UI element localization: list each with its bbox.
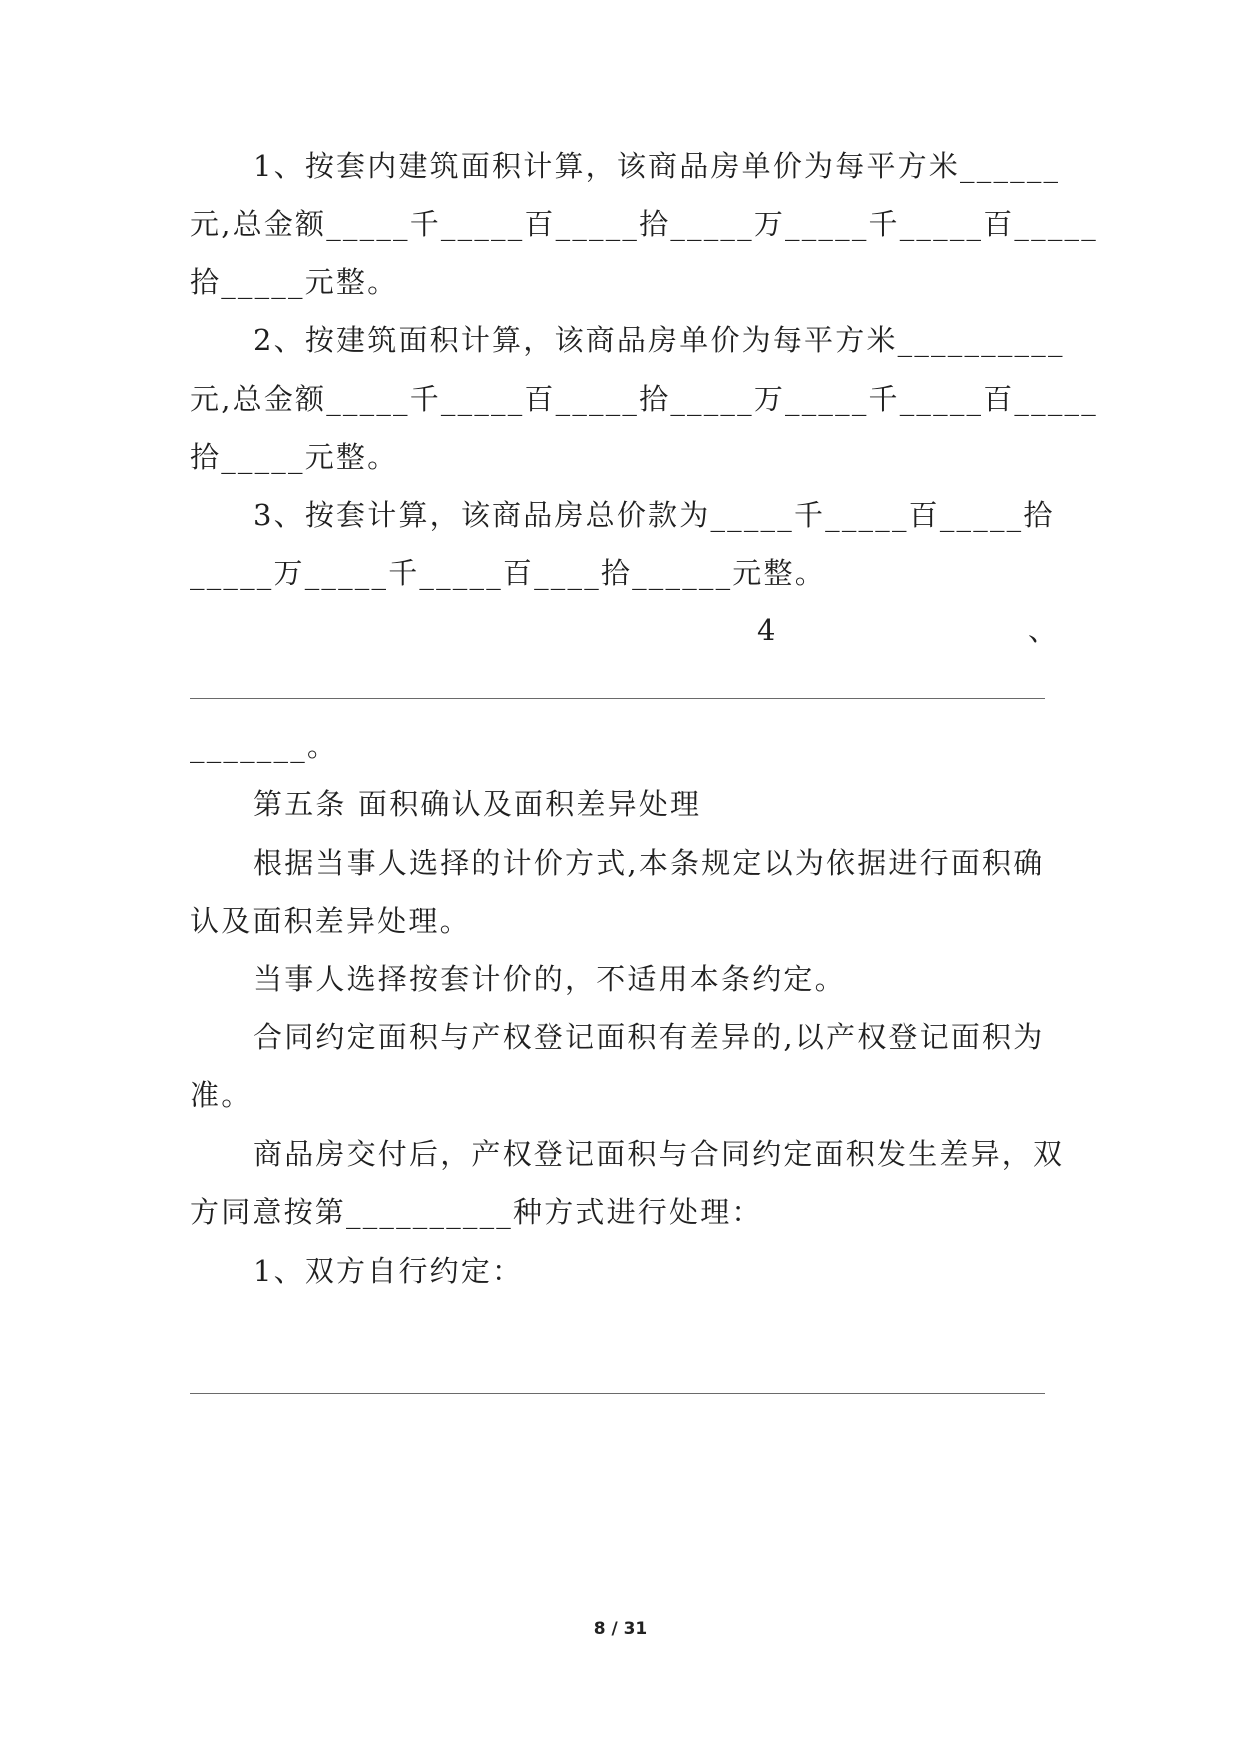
text-line: 根据当事人选择的计价方式,本条规定以为依据进行面积确 [253, 846, 1045, 880]
item-mark: 、 [1028, 613, 1058, 647]
text-line: 元,总金额_____千_____百_____拾_____万_____千_____百_____ [190, 382, 1098, 416]
fill-in-rule [190, 1393, 1045, 1394]
text-line: _____万_____千_____百____拾______元整。 [190, 556, 826, 590]
text-line: 拾_____元整。 [190, 265, 399, 299]
section-heading: 第五条 面积确认及面积差异处理 [253, 787, 702, 821]
text-line: 方同意按第__________种方式进行处理： [190, 1195, 763, 1229]
text-line: _______。 [190, 729, 339, 763]
text-line: 商品房交付后，产权登记面积与合同约定面积发生差异，双 [253, 1137, 1065, 1171]
text-line: 2、按建筑面积计算，该商品房单价为每平方米__________ [253, 323, 1065, 357]
fill-in-rule [190, 698, 1045, 699]
text-line: 3、按套计算，该商品房总价款为_____千_____百_____拾 [253, 498, 1055, 532]
page-number: 8 / 31 [593, 1619, 648, 1639]
text-line: 1、按套内建筑面积计算，该商品房单价为每平方米______ [253, 149, 1061, 183]
text-line: 元,总金额_____千_____百_____拾_____万_____千_____百_____ [190, 207, 1098, 241]
item-number: 4 [757, 613, 776, 647]
text-line: 当事人选择按套计价的，不适用本条约定。 [253, 962, 846, 996]
text-line: 1、双方自行约定： [253, 1254, 524, 1288]
text-line: 准。 [190, 1078, 253, 1112]
text-line: 认及面积差异处理。 [190, 904, 471, 938]
text-line: 拾_____元整。 [190, 440, 399, 474]
text-line: 合同约定面积与产权登记面积有差异的,以产权登记面积为 [253, 1020, 1045, 1054]
